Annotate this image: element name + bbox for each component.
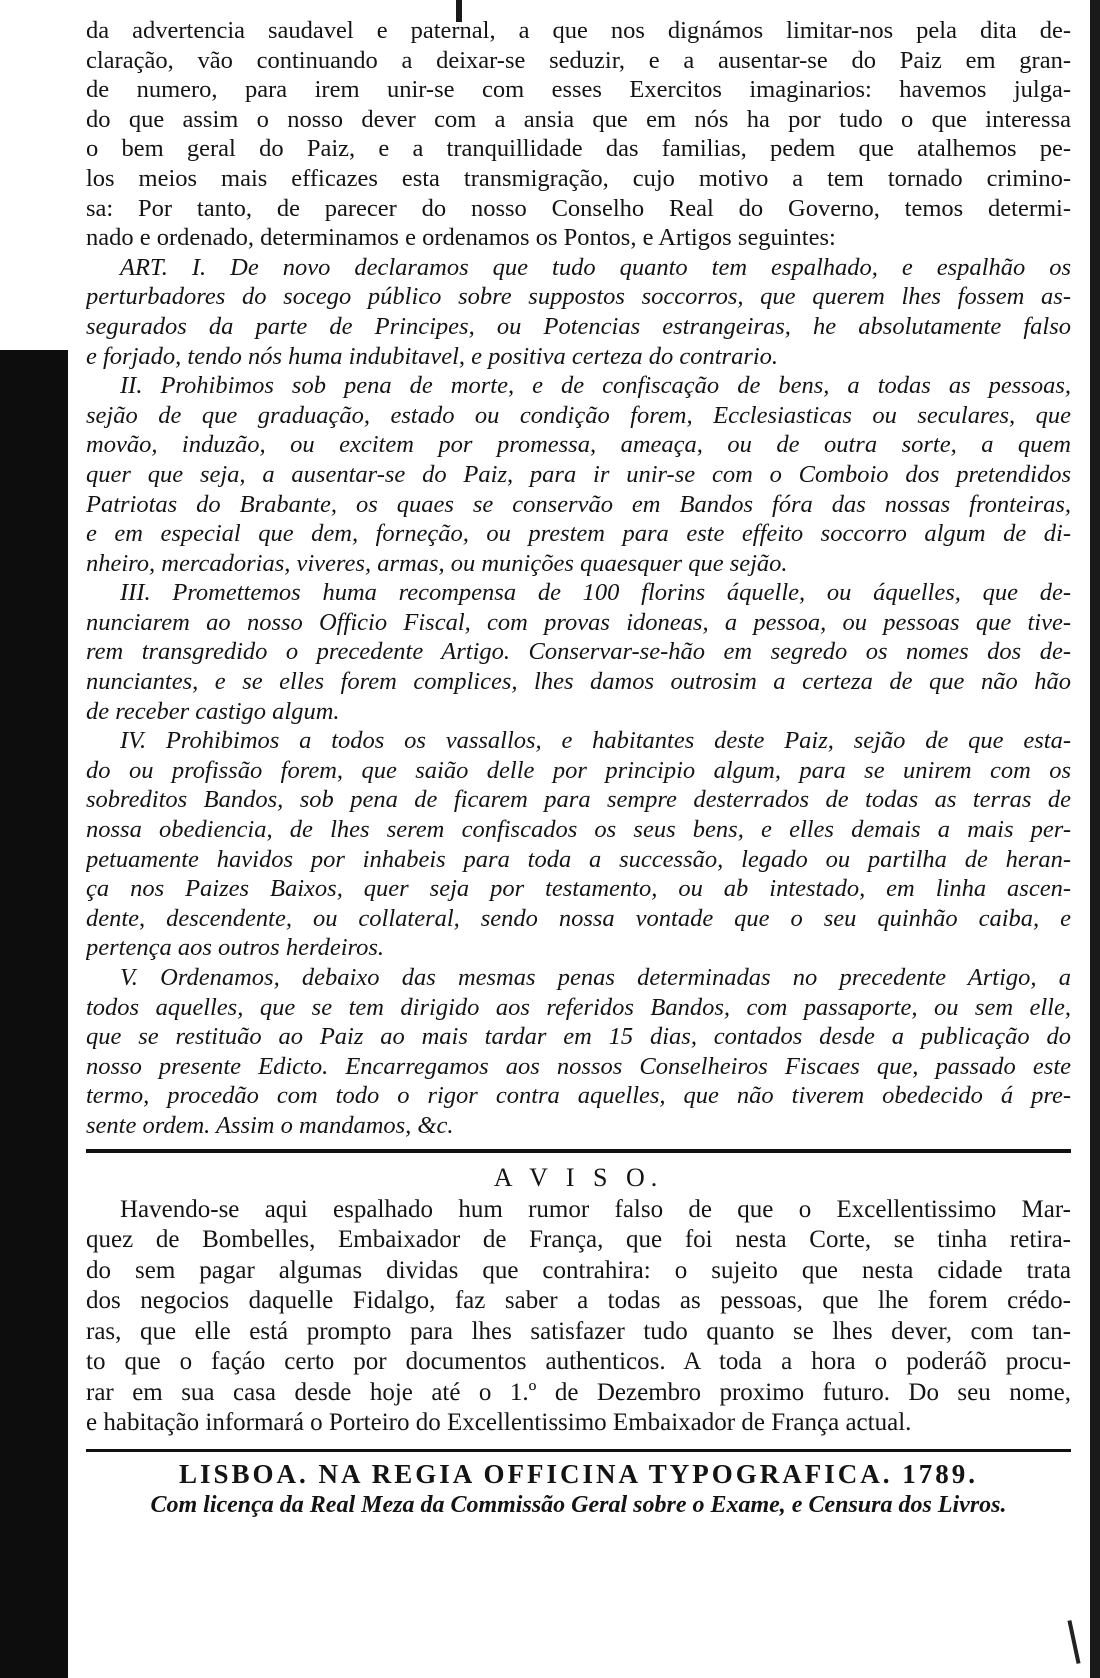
article-line: pertença aos outros herdeiros. bbox=[86, 934, 385, 962]
aviso-line: rar em sua casa desde hoje até o 1.º de Dezembro proximo futuro. Do seu nome, bbox=[86, 1378, 1071, 1406]
article-line: petuamente havidos por inhabeis para toda a successão, legado ou partilha de heran- bbox=[86, 845, 1071, 873]
edict-article bbox=[86, 578, 1071, 726]
imprint-rule bbox=[86, 1449, 1071, 1452]
aviso-heading: A V I S O. bbox=[493, 1162, 664, 1192]
intro-line: do que assim o nosso dever com a ansia que em nós ha por tudo o que interessa bbox=[86, 105, 1071, 133]
article-line: ART. I. De novo declaramos que tudo quanto tem espalhado, e espalhão os bbox=[120, 253, 1071, 281]
aviso-line: e habitação informará o Porteiro do Excellentissimo Embaixador de França actual. bbox=[86, 1409, 912, 1437]
article-line: V. Ordenamos, debaixo das mesmas penas determinadas no precedente Artigo, a bbox=[120, 964, 1071, 991]
article-line: perturbadores do socego público sobre suppostos soccorros, que querem lhes fossem as- bbox=[86, 283, 1071, 311]
scan-left-notch bbox=[0, 322, 68, 354]
article-line: sobreditos Bandos, sob pena de ficarem para sempre desterrados de todas as terras de bbox=[86, 786, 1071, 814]
scan-left-shadow bbox=[0, 322, 68, 1678]
article-line: nunciantes, e se elles forem complices, lhes damos outrosim a certeza de que não hão bbox=[86, 668, 1071, 696]
edict-article bbox=[86, 253, 1071, 371]
intro-line: o bem geral do Paiz, e a tranquillidade das familias, pedem que atalhemos pe- bbox=[86, 135, 1071, 163]
article-line: dente, descendente, ou collateral, sendo nossa vontade que o seu quinhão caiba, e bbox=[86, 904, 1071, 932]
article-line: termo, procedão com todo o rigor contra aquelles, que não tiverem obedecido á pre- bbox=[86, 1082, 1071, 1110]
article-line: nosso presente Edicto. Encarregamos aos nossos Conselheiros Fiscaes que, passado este bbox=[86, 1052, 1071, 1080]
article-line: de receber castigo algum. bbox=[86, 697, 340, 725]
article-line: movão, induzão, ou excitem por promessa, ameaça, ou de outra sorte, a quem bbox=[86, 431, 1071, 459]
article-line: sente ordem. Assim o mandamos, &c. bbox=[86, 1111, 454, 1139]
aviso-section bbox=[86, 1163, 1071, 1439]
section-rule bbox=[86, 1149, 1071, 1153]
aviso-line: quez de Bombelles, Embaixador de França, que foi nesta Corte, se tinha retira- bbox=[86, 1226, 1071, 1254]
intro-line: claração, vão continuando a deixar-se seduzir, e a ausentar-se do Paiz em gran- bbox=[86, 46, 1071, 74]
intro-line: de numero, para irem unir-se com esses Exercitos imaginarios: havemos julga- bbox=[86, 76, 1071, 104]
edict-articles bbox=[86, 253, 1071, 1141]
aviso-body bbox=[86, 1195, 1071, 1439]
article-line: Patriotas do Brabante, os quaes se conservão em Bandos fóra das nossas fronteiras, bbox=[86, 490, 1071, 518]
edict-article bbox=[86, 371, 1071, 578]
aviso-line: Havendo-se aqui espalhado hum rumor falso de que o Excellentissimo Mar- bbox=[120, 1195, 1071, 1223]
article-line: nossa obediencia, de lhes serem confiscados os seus bens, e elles demais a mais per- bbox=[86, 816, 1071, 844]
article-line: nheiro, mercadorias, viveres, armas, ou munições quaesquer que sejão. bbox=[86, 549, 788, 577]
article-line: e forjado, tendo nós huma indubitavel, e positiva certeza do contrario. bbox=[86, 342, 779, 370]
article-line: III. Promettemos huma recompensa de 100 florins áquelle, ou áquelles, que de- bbox=[120, 579, 1071, 607]
imprint-line: LISBOA. NA REGIA OFFICINA TYPOGRAFICA. 1789. bbox=[178, 1458, 979, 1489]
scan-right-edge bbox=[1090, 0, 1100, 1678]
article-line: e em especial que dem, forneção, ou prestem para este effeito soccorro algum de di- bbox=[86, 520, 1071, 548]
article-line: que se restituão ao Paiz ao mais tardar em 15 dias, contados desde a publicação do bbox=[86, 1023, 1071, 1051]
licence-line: Com licença da Real Meza da Commissão Geral sobre o Exame, e Censura dos Livros. bbox=[150, 1491, 1007, 1518]
article-line: sejão de que graduação, estado ou condição forem, Ecclesiasticas ou seculares, que bbox=[86, 401, 1071, 429]
article-line: segurados da parte de Principes, ou Potencias estrangeiras, he absolutamente falso bbox=[86, 312, 1071, 340]
aviso-line: do sem pagar algumas dividas que contrahira: o sujeito que nesta cidade trata bbox=[86, 1256, 1071, 1284]
article-line: rem transgredido o precedente Artigo. Conservar-se-hão em segredo os nomes dos de- bbox=[86, 638, 1071, 666]
edict-intro bbox=[86, 16, 1071, 253]
aviso-line: dos negocios daquelle Fidalgo, faz saber a todas as pessoas, que lhe forem crédo- bbox=[86, 1287, 1071, 1315]
article-line: do ou profissão forem, que saião delle por principio algum, para se unirem com os bbox=[86, 756, 1071, 784]
intro-line: nado e ordenado, determinamos e ordenamos os Pontos, e Artigos seguintes: bbox=[86, 224, 836, 252]
scan-bottom-mark bbox=[1067, 1620, 1080, 1664]
article-line: quer que seja, a ausentar-se do Paiz, para ir unir-se com o Comboio dos pretendidos bbox=[86, 460, 1071, 488]
article-line: nunciarem ao nosso Officio Fiscal, com provas idoneas, a pessoa, ou pessoas que tive- bbox=[86, 608, 1071, 636]
edict-article bbox=[86, 726, 1071, 963]
intro-line: sa: Por tanto, de parecer do nosso Conselho Real do Governo, temos determi- bbox=[86, 194, 1071, 222]
article-line: IV. Prohibimos a todos os vassallos, e habitantes deste Paiz, sejão de que esta- bbox=[120, 727, 1071, 755]
intro-line: los meios mais efficazes esta transmigração, cujo motivo a tem tornado crimino- bbox=[86, 164, 1071, 192]
article-line: ça nos Paizes Baixos, quer seja por testamento, ou ab intestado, em linha ascen- bbox=[86, 875, 1071, 903]
aviso-line: ras, que elle está prompto para lhes satisfazer tudo quanto se lhes dever, com tan- bbox=[86, 1317, 1071, 1345]
aviso-line: to que o façáo certo por documentos authenticos. A toda a hora o poderáõ procu- bbox=[86, 1348, 1071, 1376]
edict-article bbox=[86, 963, 1071, 1141]
article-line: todos aquelles, que se tem dirigido aos referidos Bandos, com passaporte, ou sem elle, bbox=[86, 993, 1071, 1021]
article-line: II. Prohibimos sob pena de morte, e de confiscação de bens, a todas as pessoas, bbox=[120, 372, 1071, 400]
intro-line: da advertencia saudavel e paternal, a que nos dignámos limitar-nos pela dita de- bbox=[86, 17, 1071, 44]
document-page bbox=[86, 16, 1071, 1520]
